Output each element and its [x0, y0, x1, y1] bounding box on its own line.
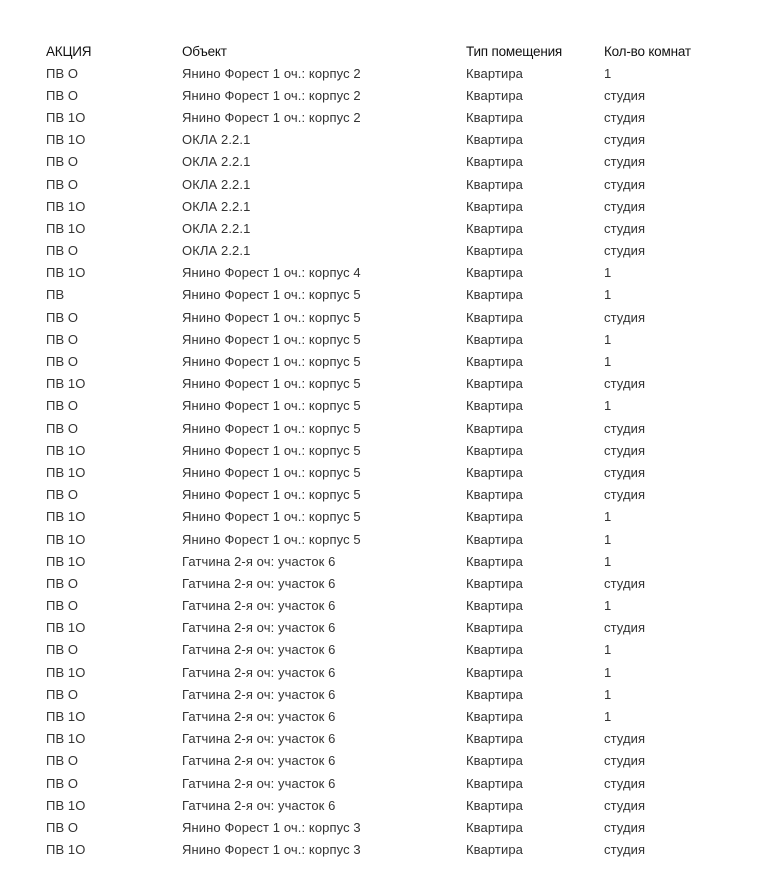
cell-rooms-count: студия: [604, 819, 646, 835]
cell-rooms-count: 1: [604, 664, 612, 680]
cell-rooms-count: студия: [604, 797, 646, 813]
table-row: [46, 461, 746, 483]
cell-object: ОКЛА 2.2.1: [182, 154, 251, 170]
cell-rooms-count: студия: [604, 376, 646, 392]
cell-object: Гатчина 2-я оч: участок 6: [182, 775, 336, 791]
cell-rooms-count: студия: [604, 220, 646, 236]
cell-action: ПВ О: [46, 176, 79, 192]
cell-action: ПВ 1О: [46, 731, 86, 747]
cell-action: ПВ О: [46, 753, 79, 769]
cell-object: Гатчина 2-я оч: участок 6: [182, 598, 336, 614]
table-row: [46, 395, 746, 417]
table-row: [46, 595, 746, 617]
cell-premises-type: Квартира: [466, 464, 523, 480]
cell-rooms-count: 1: [604, 65, 612, 81]
cell-object: Гатчина 2-я оч: участок 6: [182, 620, 336, 636]
table-row: [46, 284, 746, 306]
cell-object: Янино Форест 1 оч.: корпус 2: [182, 87, 361, 103]
cell-premises-type: Квартира: [466, 553, 523, 569]
cell-premises-type: Квартира: [466, 398, 523, 414]
cell-premises-type: Квартира: [466, 176, 523, 192]
table-row: [46, 705, 746, 727]
cell-premises-type: Квартира: [466, 819, 523, 835]
table-row: [46, 106, 746, 128]
table-row: [46, 195, 746, 217]
cell-rooms-count: студия: [604, 575, 646, 591]
cell-rooms-count: студия: [604, 154, 646, 170]
header-row: [46, 40, 746, 62]
cell-premises-type: Квартира: [466, 686, 523, 702]
cell-object: ОКЛА 2.2.1: [182, 243, 251, 259]
cell-rooms-count: студия: [604, 309, 646, 325]
cell-action: ПВ 1О: [46, 132, 86, 148]
cell-rooms-count: 1: [604, 531, 612, 547]
table-row: [46, 129, 746, 151]
cell-action: ПВ О: [46, 642, 79, 658]
cell-action: ПВ 1О: [46, 442, 86, 458]
table-body: [46, 62, 746, 861]
cell-rooms-count: 1: [604, 398, 612, 414]
cell-action: ПВ 1О: [46, 376, 86, 392]
cell-object: ОКЛА 2.2.1: [182, 132, 251, 148]
cell-rooms-count: студия: [604, 620, 646, 636]
cell-object: Янино Форест 1 оч.: корпус 5: [182, 309, 361, 325]
cell-premises-type: Квартира: [466, 620, 523, 636]
cell-premises-type: Квартира: [466, 109, 523, 125]
header-object: Объект: [182, 43, 227, 59]
cell-rooms-count: 1: [604, 642, 612, 658]
cell-premises-type: Квартира: [466, 198, 523, 214]
cell-object: Янино Форест 1 оч.: корпус 2: [182, 65, 361, 81]
cell-action: ПВ 1О: [46, 709, 86, 725]
table-row: [46, 506, 746, 528]
cell-premises-type: Квартира: [466, 132, 523, 148]
cell-object: Янино Форест 1 оч.: корпус 3: [182, 842, 361, 858]
cell-object: ОКЛА 2.2.1: [182, 176, 251, 192]
cell-action: ПВ О: [46, 309, 79, 325]
cell-action: ПВ 1О: [46, 109, 86, 125]
table-row: [46, 439, 746, 461]
table-row: [46, 572, 746, 594]
cell-object: ОКЛА 2.2.1: [182, 220, 251, 236]
table-row: [46, 151, 746, 173]
cell-rooms-count: 1: [604, 709, 612, 725]
cell-action: ПВ О: [46, 819, 79, 835]
table-row: [46, 373, 746, 395]
cell-action: ПВ О: [46, 354, 79, 370]
table-row: [46, 84, 746, 106]
cell-premises-type: Квартира: [466, 797, 523, 813]
cell-action: ПВ 1О: [46, 220, 86, 236]
table-row: [46, 328, 746, 350]
cell-action: ПВ О: [46, 420, 79, 436]
cell-action: ПВ 1О: [46, 553, 86, 569]
table-row: [46, 350, 746, 372]
cell-object: Гатчина 2-я оч: участок 6: [182, 642, 336, 658]
cell-premises-type: Квартира: [466, 709, 523, 725]
cell-action: ПВ 1О: [46, 664, 86, 680]
table-row: [46, 683, 746, 705]
table-row: [46, 240, 746, 262]
cell-premises-type: Квартира: [466, 354, 523, 370]
cell-action: ПВ 1О: [46, 509, 86, 525]
cell-action: ПВ: [46, 287, 65, 303]
cell-action: ПВ О: [46, 487, 79, 503]
cell-object: Гатчина 2-я оч: участок 6: [182, 797, 336, 813]
cell-premises-type: Квартира: [466, 442, 523, 458]
cell-rooms-count: 1: [604, 331, 612, 347]
header-action: АКЦИЯ: [46, 43, 92, 59]
cell-premises-type: Квартира: [466, 598, 523, 614]
cell-rooms-count: студия: [604, 420, 646, 436]
cell-object: Гатчина 2-я оч: участок 6: [182, 731, 336, 747]
cell-premises-type: Квартира: [466, 509, 523, 525]
cell-object: Янино Форест 1 оч.: корпус 5: [182, 509, 361, 525]
header-premises-type: Тип помещения: [466, 43, 563, 59]
cell-object: Гатчина 2-я оч: участок 6: [182, 575, 336, 591]
cell-object: Янино Форест 1 оч.: корпус 2: [182, 109, 361, 125]
cell-rooms-count: студия: [604, 109, 646, 125]
cell-object: Янино Форест 1 оч.: корпус 5: [182, 442, 361, 458]
cell-object: Янино Форест 1 оч.: корпус 5: [182, 464, 361, 480]
cell-premises-type: Квартира: [466, 287, 523, 303]
table-row: [46, 816, 746, 838]
cell-action: ПВ 1О: [46, 620, 86, 636]
cell-object: Янино Форест 1 оч.: корпус 5: [182, 420, 361, 436]
cell-action: ПВ О: [46, 598, 79, 614]
cell-rooms-count: студия: [604, 198, 646, 214]
cell-object: ОКЛА 2.2.1: [182, 198, 251, 214]
table-row: [46, 639, 746, 661]
table-row: [46, 306, 746, 328]
cell-action: ПВ 1О: [46, 797, 86, 813]
cell-object: Гатчина 2-я оч: участок 6: [182, 553, 336, 569]
table-row: [46, 62, 746, 84]
cell-premises-type: Квартира: [466, 420, 523, 436]
table-row: [46, 173, 746, 195]
cell-rooms-count: 1: [604, 598, 612, 614]
cell-object: Янино Форест 1 оч.: корпус 3: [182, 819, 361, 835]
cell-rooms-count: студия: [604, 753, 646, 769]
cell-rooms-count: 1: [604, 509, 612, 525]
cell-object: Янино Форест 1 оч.: корпус 5: [182, 354, 361, 370]
table-row: [46, 484, 746, 506]
cell-rooms-count: студия: [604, 176, 646, 192]
cell-action: ПВ 1О: [46, 464, 86, 480]
cell-premises-type: Квартира: [466, 309, 523, 325]
cell-object: Янино Форест 1 оч.: корпус 5: [182, 398, 361, 414]
table-row: [46, 550, 746, 572]
cell-action: ПВ О: [46, 331, 79, 347]
cell-premises-type: Квартира: [466, 842, 523, 858]
cell-premises-type: Квартира: [466, 65, 523, 81]
cell-rooms-count: студия: [604, 487, 646, 503]
table-row: [46, 262, 746, 284]
cell-action: ПВ О: [46, 243, 79, 259]
cell-rooms-count: студия: [604, 87, 646, 103]
cell-object: Янино Форест 1 оч.: корпус 4: [182, 265, 361, 281]
cell-premises-type: Квартира: [466, 331, 523, 347]
table-row: [46, 528, 746, 550]
table-row: [46, 839, 746, 861]
cell-action: ПВ 1О: [46, 265, 86, 281]
table-row: [46, 728, 746, 750]
cell-rooms-count: студия: [604, 243, 646, 259]
header-rooms-count: Кол-во комнат: [604, 43, 691, 59]
table-row: [46, 661, 746, 683]
cell-action: ПВ О: [46, 154, 79, 170]
cell-object: Янино Форест 1 оч.: корпус 5: [182, 531, 361, 547]
table-row: [46, 217, 746, 239]
cell-rooms-count: студия: [604, 842, 646, 858]
cell-action: ПВ О: [46, 686, 79, 702]
cell-premises-type: Квартира: [466, 87, 523, 103]
cell-premises-type: Квартира: [466, 487, 523, 503]
cell-object: Гатчина 2-я оч: участок 6: [182, 686, 336, 702]
cell-premises-type: Квартира: [466, 243, 523, 259]
cell-object: Гатчина 2-я оч: участок 6: [182, 753, 336, 769]
cell-rooms-count: студия: [604, 442, 646, 458]
cell-rooms-count: 1: [604, 553, 612, 569]
table-row: [46, 617, 746, 639]
cell-rooms-count: 1: [604, 265, 612, 281]
table-row: [46, 417, 746, 439]
cell-premises-type: Квартира: [466, 753, 523, 769]
cell-premises-type: Квартира: [466, 775, 523, 791]
cell-premises-type: Квартира: [466, 220, 523, 236]
cell-rooms-count: студия: [604, 731, 646, 747]
cell-object: Янино Форест 1 оч.: корпус 5: [182, 331, 361, 347]
promotions-table: [46, 40, 746, 861]
cell-premises-type: Квартира: [466, 154, 523, 170]
cell-premises-type: Квартира: [466, 575, 523, 591]
cell-object: Янино Форест 1 оч.: корпус 5: [182, 487, 361, 503]
cell-rooms-count: 1: [604, 287, 612, 303]
cell-action: ПВ О: [46, 775, 79, 791]
cell-object: Янино Форест 1 оч.: корпус 5: [182, 376, 361, 392]
cell-premises-type: Квартира: [466, 731, 523, 747]
cell-rooms-count: 1: [604, 686, 612, 702]
cell-premises-type: Квартира: [466, 642, 523, 658]
table-row: [46, 794, 746, 816]
cell-premises-type: Квартира: [466, 531, 523, 547]
cell-rooms-count: студия: [604, 775, 646, 791]
cell-action: ПВ 1О: [46, 198, 86, 214]
cell-action: ПВ О: [46, 575, 79, 591]
cell-action: ПВ 1О: [46, 842, 86, 858]
cell-action: ПВ О: [46, 87, 79, 103]
cell-premises-type: Квартира: [466, 265, 523, 281]
table-header: [46, 40, 746, 62]
cell-action: ПВ О: [46, 65, 79, 81]
cell-premises-type: Квартира: [466, 376, 523, 392]
cell-action: ПВ О: [46, 398, 79, 414]
table-row: [46, 750, 746, 772]
cell-rooms-count: студия: [604, 464, 646, 480]
table-row: [46, 772, 746, 794]
cell-rooms-count: 1: [604, 354, 612, 370]
cell-premises-type: Квартира: [466, 664, 523, 680]
cell-object: Гатчина 2-я оч: участок 6: [182, 709, 336, 725]
cell-object: Гатчина 2-я оч: участок 6: [182, 664, 336, 680]
document-page: [46, 40, 746, 861]
cell-rooms-count: студия: [604, 132, 646, 148]
cell-object: Янино Форест 1 оч.: корпус 5: [182, 287, 361, 303]
cell-action: ПВ 1О: [46, 531, 86, 547]
